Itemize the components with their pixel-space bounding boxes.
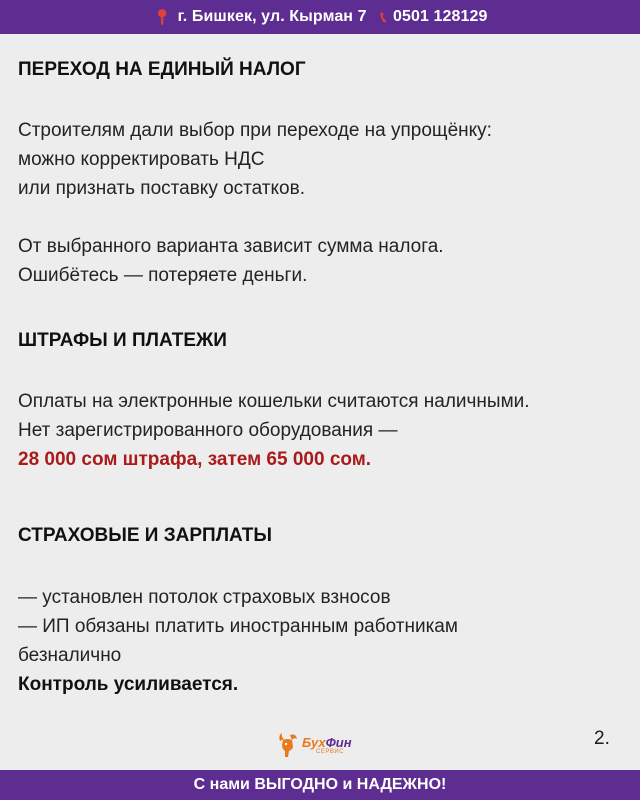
phone-icon: 📞︎	[380, 8, 386, 26]
logo-name-part2: Фин	[325, 734, 352, 750]
header-bar	[0, 0, 640, 34]
text-line: Нет зарегистрированного оборудования —	[18, 420, 398, 441]
paragraph-single-tax-warning	[18, 232, 444, 290]
conclusion-text: Контроль усиливается.	[18, 674, 239, 695]
paragraph-fines	[18, 387, 530, 474]
text-line: Оплаты на электронные кошельки считаются наличными.	[18, 391, 530, 412]
fine-amount-highlight: 28 000 сом штрафа, затем 65 000 сом.	[18, 449, 372, 470]
text-line: От выбранного варианта зависит сумма налога.	[18, 236, 444, 257]
logo-name	[302, 736, 352, 749]
text-line: безналично	[18, 645, 122, 666]
page-number: 2.	[594, 728, 610, 749]
goat-logo-icon	[276, 731, 300, 759]
text-line: — установлен потолок страховых взносов	[18, 587, 391, 608]
text-line: можно корректировать НДС	[18, 149, 265, 170]
logo-text	[302, 736, 352, 755]
map-pin-icon: 📍︎	[152, 9, 172, 26]
logo-subtitle: СЕРВИС	[316, 748, 344, 755]
header-phone[interactable]: 0501 128129	[392, 8, 488, 25]
footer-bar	[0, 770, 640, 800]
paragraph-single-tax-choice	[18, 116, 492, 203]
section-heading-single-tax: ПЕРЕХОД НА ЕДИНЫЙ НАЛОГ	[18, 59, 306, 80]
text-line: Ошибётесь — потеряете деньги.	[18, 265, 308, 286]
logo-name-part1: Бух	[302, 734, 326, 750]
footer-slogan: С нами ВЫГОДНО и НАДЕЖНО!	[193, 776, 447, 793]
section-heading-fines: ШТРАФЫ И ПЛАТЕЖИ	[18, 330, 227, 351]
company-logo	[276, 727, 366, 763]
header-address: г. Бишкек, ул. Кырман 7	[177, 8, 367, 25]
text-line: или признать поставку остатков.	[18, 178, 305, 199]
text-line: Строителям дали выбор при переходе на упрощёнку:	[18, 120, 492, 141]
text-line: — ИП обязаны платить иностранным работникам	[18, 616, 458, 637]
section-heading-insurance: СТРАХОВЫЕ И ЗАРПЛАТЫ	[18, 525, 273, 546]
paragraph-insurance	[18, 583, 458, 699]
